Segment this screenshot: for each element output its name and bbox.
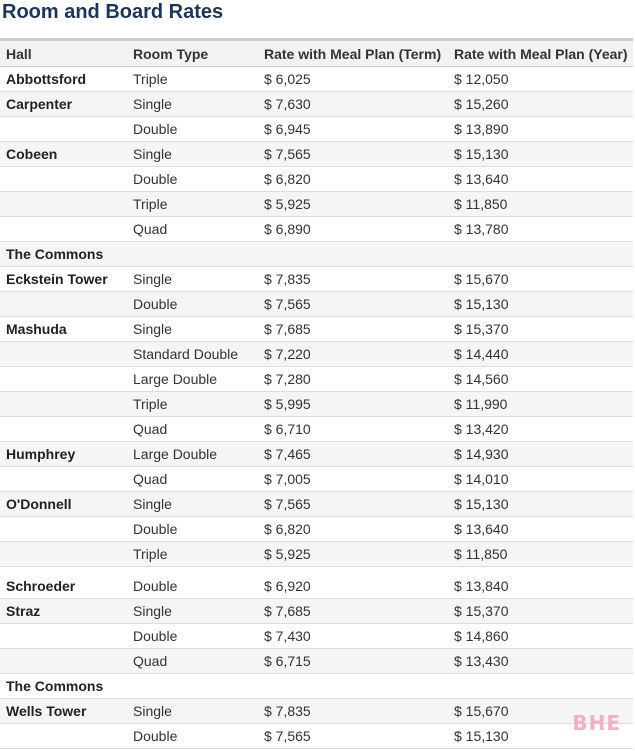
cell-room-type: Single — [127, 267, 258, 292]
table-row — [0, 217, 633, 242]
cell-room-type: Double — [127, 117, 258, 142]
cell-hall: Straz — [0, 599, 127, 624]
cell-room-type: Large Double — [127, 442, 258, 467]
cell-hall: Abbottsford — [0, 67, 127, 92]
table-row — [0, 142, 633, 167]
cell-hall — [0, 292, 127, 317]
table-row — [0, 624, 633, 649]
table-row — [0, 442, 633, 467]
cell-hall — [0, 167, 127, 192]
cell-hall — [0, 649, 127, 674]
table-row — [0, 542, 633, 567]
cell-room-type: Double — [127, 567, 258, 599]
cell-room-type: Quad — [127, 649, 258, 674]
cell-hall: The Commons — [0, 674, 127, 699]
column-header-rate-term: Rate with Meal Plan (Term) — [258, 40, 448, 67]
cell-rate-year: $ 15,670 — [448, 267, 633, 292]
table-row — [0, 467, 633, 492]
cell-room-type: Single — [127, 317, 258, 342]
column-header-hall: Hall — [0, 40, 127, 67]
cell-rate-year: $ 12,050 — [448, 67, 633, 92]
cell-hall — [0, 467, 127, 492]
cell-rate-year: $ 14,010 — [448, 467, 633, 492]
cell-rate-year: $ 13,640 — [448, 167, 633, 192]
cell-room-type: Single — [127, 492, 258, 517]
cell-room-type: Single — [127, 92, 258, 117]
cell-rate-year: $ 14,930 — [448, 442, 633, 467]
cell-rate-term: $ 6,710 — [258, 417, 448, 442]
cell-hall — [0, 542, 127, 567]
cell-hall — [0, 724, 127, 749]
cell-rate-year: $ 11,850 — [448, 542, 633, 567]
cell-room-type: Single — [127, 699, 258, 724]
cell-rate-year — [448, 242, 633, 267]
table-row — [0, 367, 633, 392]
table-row — [0, 567, 633, 599]
cell-rate-term: $ 6,945 — [258, 117, 448, 142]
rates-table — [0, 38, 633, 749]
cell-rate-term: $ 5,995 — [258, 392, 448, 417]
cell-hall: Humphrey — [0, 442, 127, 467]
cell-hall: Schroeder — [0, 567, 127, 599]
cell-rate-term: $ 7,835 — [258, 267, 448, 292]
cell-rate-term: $ 7,630 — [258, 92, 448, 117]
cell-rate-term: $ 7,005 — [258, 467, 448, 492]
cell-rate-term: $ 7,280 — [258, 367, 448, 392]
cell-rate-term: $ 7,430 — [258, 624, 448, 649]
cell-hall: Carpenter — [0, 92, 127, 117]
watermark-logo: BHE — [572, 711, 621, 735]
cell-room-type: Double — [127, 724, 258, 749]
table-row — [0, 392, 633, 417]
cell-rate-term: $ 6,820 — [258, 517, 448, 542]
table-row — [0, 117, 633, 142]
table-row — [0, 92, 633, 117]
cell-rate-term: $ 7,565 — [258, 492, 448, 517]
cell-rate-year: $ 15,260 — [448, 92, 633, 117]
cell-room-type: Quad — [127, 417, 258, 442]
cell-room-type: Triple — [127, 392, 258, 417]
cell-hall: Mashuda — [0, 317, 127, 342]
table-row — [0, 699, 633, 724]
table-row — [0, 724, 633, 749]
cell-rate-term: $ 7,465 — [258, 442, 448, 467]
cell-rate-year: $ 13,890 — [448, 117, 633, 142]
table-header-row — [0, 40, 633, 67]
cell-hall: Eckstein Tower — [0, 267, 127, 292]
cell-room-type: Single — [127, 599, 258, 624]
table-row — [0, 649, 633, 674]
cell-rate-year: $ 15,130 — [448, 724, 633, 749]
cell-rate-year: $ 14,560 — [448, 367, 633, 392]
column-header-rate-year: Rate with Meal Plan (Year) — [448, 40, 633, 67]
cell-rate-term: $ 6,920 — [258, 567, 448, 599]
cell-rate-term: $ 7,835 — [258, 699, 448, 724]
cell-rate-year: $ 15,370 — [448, 599, 633, 624]
cell-rate-term: $ 6,025 — [258, 67, 448, 92]
cell-room-type: Double — [127, 292, 258, 317]
table-row — [0, 674, 633, 699]
cell-rate-year: $ 15,130 — [448, 292, 633, 317]
cell-hall — [0, 417, 127, 442]
cell-rate-term: $ 5,925 — [258, 192, 448, 217]
cell-room-type: Double — [127, 167, 258, 192]
table-row — [0, 492, 633, 517]
table-row — [0, 317, 633, 342]
cell-rate-term: $ 7,565 — [258, 142, 448, 167]
cell-rate-term: $ 6,715 — [258, 649, 448, 674]
cell-rate-year: $ 13,840 — [448, 567, 633, 599]
cell-rate-year: $ 15,130 — [448, 142, 633, 167]
cell-rate-term — [258, 242, 448, 267]
cell-rate-year: $ 13,430 — [448, 649, 633, 674]
cell-rate-year: $ 14,860 — [448, 624, 633, 649]
cell-rate-term: $ 7,565 — [258, 724, 448, 749]
cell-room-type — [127, 242, 258, 267]
cell-hall: O'Donnell — [0, 492, 127, 517]
cell-room-type: Triple — [127, 542, 258, 567]
cell-rate-year: $ 11,990 — [448, 392, 633, 417]
cell-hall — [0, 217, 127, 242]
cell-rate-term: $ 7,685 — [258, 317, 448, 342]
table-row — [0, 599, 633, 624]
table-row — [0, 242, 633, 267]
cell-room-type: Standard Double — [127, 342, 258, 367]
cell-rate-term — [258, 674, 448, 699]
cell-rate-year: $ 15,130 — [448, 492, 633, 517]
cell-hall — [0, 517, 127, 542]
cell-room-type: Triple — [127, 67, 258, 92]
table-row — [0, 167, 633, 192]
cell-rate-year: $ 15,370 — [448, 317, 633, 342]
table-row — [0, 517, 633, 542]
cell-hall — [0, 624, 127, 649]
cell-rate-year — [448, 674, 633, 699]
table-row — [0, 292, 633, 317]
cell-rate-year: $ 13,780 — [448, 217, 633, 242]
cell-room-type: Triple — [127, 192, 258, 217]
cell-room-type: Quad — [127, 467, 258, 492]
cell-rate-year: $ 13,420 — [448, 417, 633, 442]
cell-rate-term: $ 5,925 — [258, 542, 448, 567]
table-row — [0, 192, 633, 217]
cell-rate-year: $ 15,670 — [448, 699, 633, 724]
cell-rate-term: $ 6,890 — [258, 217, 448, 242]
cell-room-type: Quad — [127, 217, 258, 242]
table-row — [0, 417, 633, 442]
table-row — [0, 267, 633, 292]
column-header-room-type: Room Type — [127, 40, 258, 67]
cell-room-type: Double — [127, 624, 258, 649]
table-row — [0, 67, 633, 92]
cell-room-type: Single — [127, 142, 258, 167]
cell-hall: The Commons — [0, 242, 127, 267]
cell-room-type — [127, 674, 258, 699]
cell-hall — [0, 192, 127, 217]
cell-hall — [0, 342, 127, 367]
cell-rate-year: $ 11,850 — [448, 192, 633, 217]
cell-hall: Wells Tower — [0, 699, 127, 724]
cell-hall — [0, 392, 127, 417]
cell-rate-term: $ 6,820 — [258, 167, 448, 192]
cell-rate-term: $ 7,685 — [258, 599, 448, 624]
cell-rate-term: $ 7,565 — [258, 292, 448, 317]
cell-rate-term: $ 7,220 — [258, 342, 448, 367]
cell-rate-year: $ 14,440 — [448, 342, 633, 367]
cell-rate-year: $ 13,640 — [448, 517, 633, 542]
cell-room-type: Large Double — [127, 367, 258, 392]
page-title: Room and Board Rates — [2, 1, 224, 23]
cell-hall: Cobeen — [0, 142, 127, 167]
rates-table-body — [0, 67, 633, 749]
table-row — [0, 342, 633, 367]
cell-hall — [0, 117, 127, 142]
cell-hall — [0, 367, 127, 392]
cell-room-type: Double — [127, 517, 258, 542]
